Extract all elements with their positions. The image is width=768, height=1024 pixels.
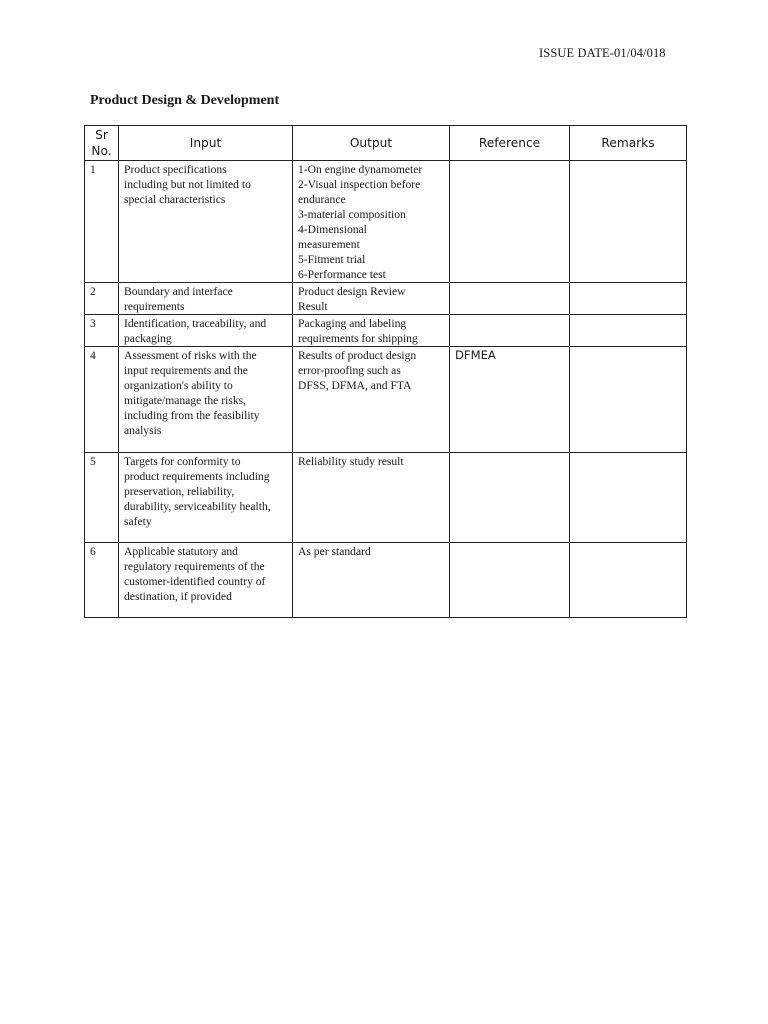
input-cell: Targets for conformity to product requirements including preservation, reliability, durability, serviceability health, safety [119, 453, 293, 543]
output-cell: Packaging and labeling requirements for shipping [293, 315, 450, 347]
table-row [85, 347, 687, 453]
remarks-cell [570, 543, 687, 618]
table-row [85, 283, 687, 315]
reference-cell [450, 161, 570, 283]
table-row [85, 453, 687, 543]
reference-cell [450, 453, 570, 543]
output-cell: As per standard [293, 543, 450, 618]
column-header-reference: Reference [450, 126, 570, 161]
remarks-cell [570, 315, 687, 347]
output-cell: Results of product design error-proofing such as DFSS, DFMA, and FTA [293, 347, 450, 453]
input-cell: Identification, traceability, and packaging [119, 315, 293, 347]
input-cell: Product specifications including but not limited to special characteristics [119, 161, 293, 283]
table-row [85, 315, 687, 347]
input-cell: Assessment of risks with the input requirements and the organization's ability to mitigate/manage the risks, including from the feasibility analysis [119, 347, 293, 453]
input-cell: Boundary and interface requirements [119, 283, 293, 315]
table-row [85, 543, 687, 618]
column-header-sr-no: Sr No. [85, 126, 119, 161]
column-header-input: Input [119, 126, 293, 161]
requirements-table [84, 125, 687, 618]
output-cell: Reliability study result [293, 453, 450, 543]
table-header-row [85, 126, 687, 161]
sr-cell: 2 [85, 283, 119, 315]
table-row [85, 161, 687, 283]
remarks-cell [570, 283, 687, 315]
sr-cell: 1 [85, 161, 119, 283]
remarks-cell [570, 161, 687, 283]
column-header-remarks: Remarks [570, 126, 687, 161]
sr-cell: 5 [85, 453, 119, 543]
remarks-cell [570, 453, 687, 543]
reference-cell [450, 543, 570, 618]
sr-cell: 4 [85, 347, 119, 453]
sr-cell: 3 [85, 315, 119, 347]
remarks-cell [570, 347, 687, 453]
input-cell: Applicable statutory and regulatory requirements of the customer-identified country of destination, if provided [119, 543, 293, 618]
output-cell: 1-On engine dynamometer 2-Visual inspection before endurance 3-material composition 4-Dimensional measurement 5-Fitment trial 6-Performance test [293, 161, 450, 283]
output-cell: Product design Review Result [293, 283, 450, 315]
reference-cell [450, 283, 570, 315]
reference-cell: DFMEA [450, 347, 570, 453]
column-header-output: Output [293, 126, 450, 161]
document-title: Product Design & Development [90, 93, 280, 108]
issue-date: ISSUE DATE-01/04/018 [539, 46, 666, 60]
reference-cell [450, 315, 570, 347]
sr-cell: 6 [85, 543, 119, 618]
